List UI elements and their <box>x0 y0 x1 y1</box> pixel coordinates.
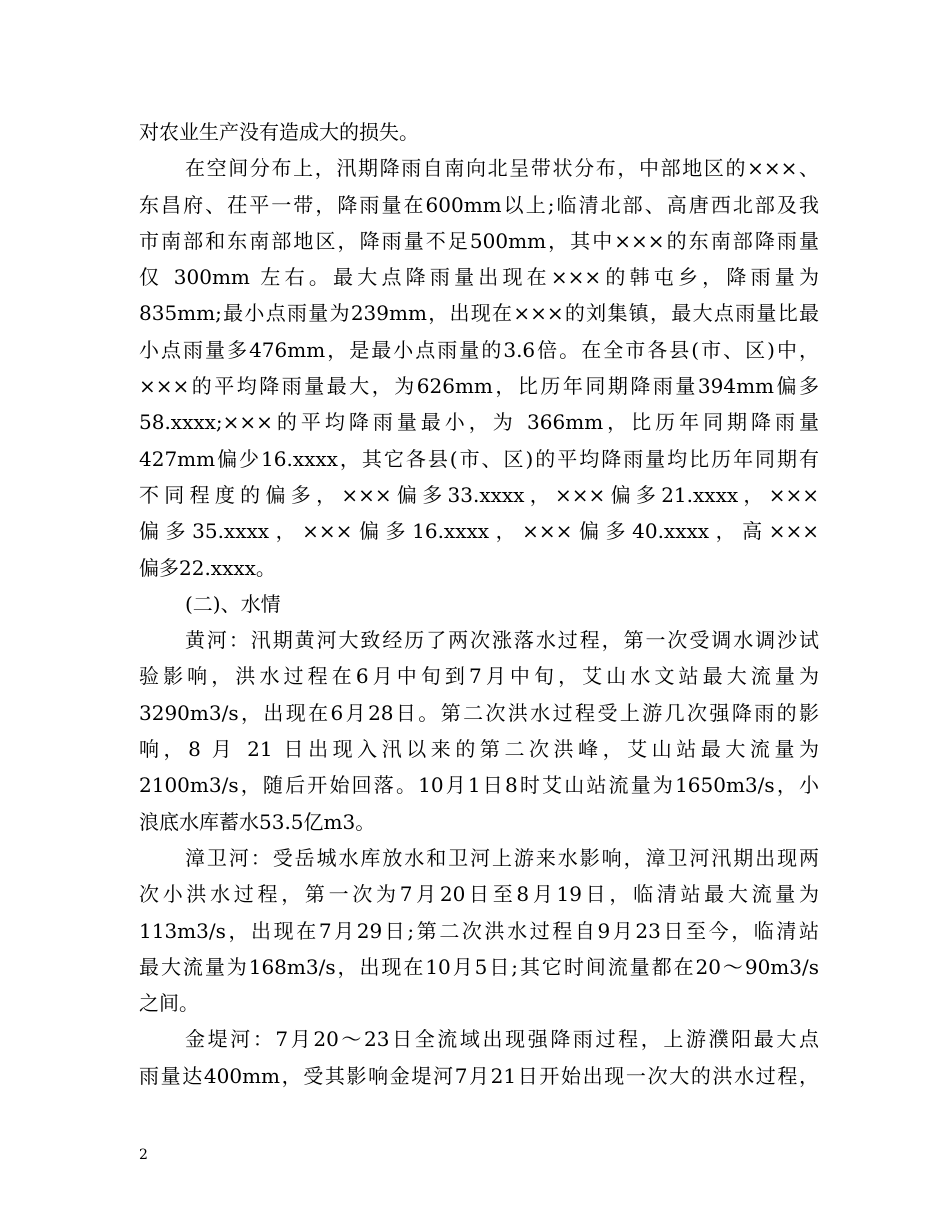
text-line: 雨量达400mm，受其影响金堤河7月21日开始出现一次大的洪水过程， <box>139 1063 819 1088</box>
text-line: 验影响，洪水过程在6月中旬到7月中旬，艾山水文站最大流量为 <box>139 664 819 689</box>
section-heading: (二)、水情 <box>185 591 281 616</box>
text-line: 3290m3/s，出现在6月28日。第二次洪水过程受上游几次强降雨的影 <box>139 700 819 725</box>
text-line: 在空间分布上，汛期降雨自南向北呈带状分布，中部地区的×××、 <box>185 156 819 181</box>
text-line: 835mm;最小点雨量为239mm，出现在×××的刘集镇，最大点雨量比最 <box>139 301 819 326</box>
text-line: 之间。 <box>139 991 199 1016</box>
text-line: 次小洪水过程，第一次为7月20日至8月19日，临清站最大流量为 <box>139 882 819 907</box>
page-number: 2 <box>139 1147 148 1163</box>
text-line: 113m3/s，出现在7月29日;第二次洪水过程自9月23日至今，临清站 <box>139 918 819 943</box>
text-line: 最大流量为168m3/s，出现在10月5日;其它时间流量都在20～90m3/s <box>139 954 819 979</box>
text-line: 2100m3/s，随后开始回落。10月1日8时艾山站流量为1650m3/s，小 <box>139 773 819 798</box>
text-line: 黄河：汛期黄河大致经历了两次涨落水过程，第一次受调水调沙试 <box>185 628 819 653</box>
text-line: 仅 300mm 左右。最大点降雨量出现在×××的韩屯乡，降雨量为 <box>139 265 819 290</box>
text-line: 响，8 月 21 日出现入汛以来的第二次洪峰，艾山站最大流量为 <box>139 737 819 762</box>
body-text <box>139 114 819 1094</box>
text-line: 小点雨量多476mm，是最小点雨量的3.6倍。在全市各县(市、区)中， <box>139 337 819 362</box>
text-line: 偏多22.xxxx。 <box>139 555 276 580</box>
text-line: ×××的平均降雨量最大，为626mm，比历年同期降雨量394mm偏多 <box>139 374 819 399</box>
text-line: 金堤河：7月20～23日全流域出现强降雨过程，上游濮阳最大点 <box>185 1027 819 1052</box>
text-line: 浪底水库蓄水53.5亿m3。 <box>139 809 376 834</box>
text-line: 58.xxxx;×××的平均降雨量最小，为 366mm，比历年同期降雨量 <box>139 410 819 435</box>
text-line: 漳卫河：受岳城水库放水和卫河上游来水影响，漳卫河汛期出现两 <box>185 845 819 870</box>
text-line: 427mm偏少16.xxxx，其它各县(市、区)的平均降雨量均比历年同期有 <box>139 446 819 471</box>
text-line: 市南部和东南部地区，降雨量不足500mm，其中×××的东南部降雨量 <box>139 228 819 253</box>
text-line: 偏多35.xxxx，×××偏多16.xxxx，×××偏多40.xxxx，高××× <box>139 519 819 544</box>
text-line: 东昌府、茌平一带，降雨量在600mm以上;临清北部、高唐西北部及我 <box>139 192 819 217</box>
text-line: 对农业生产没有造成大的损失。 <box>139 120 419 144</box>
text-line: 不同程度的偏多，×××偏多33.xxxx，×××偏多21.xxxx，××× <box>139 482 819 507</box>
